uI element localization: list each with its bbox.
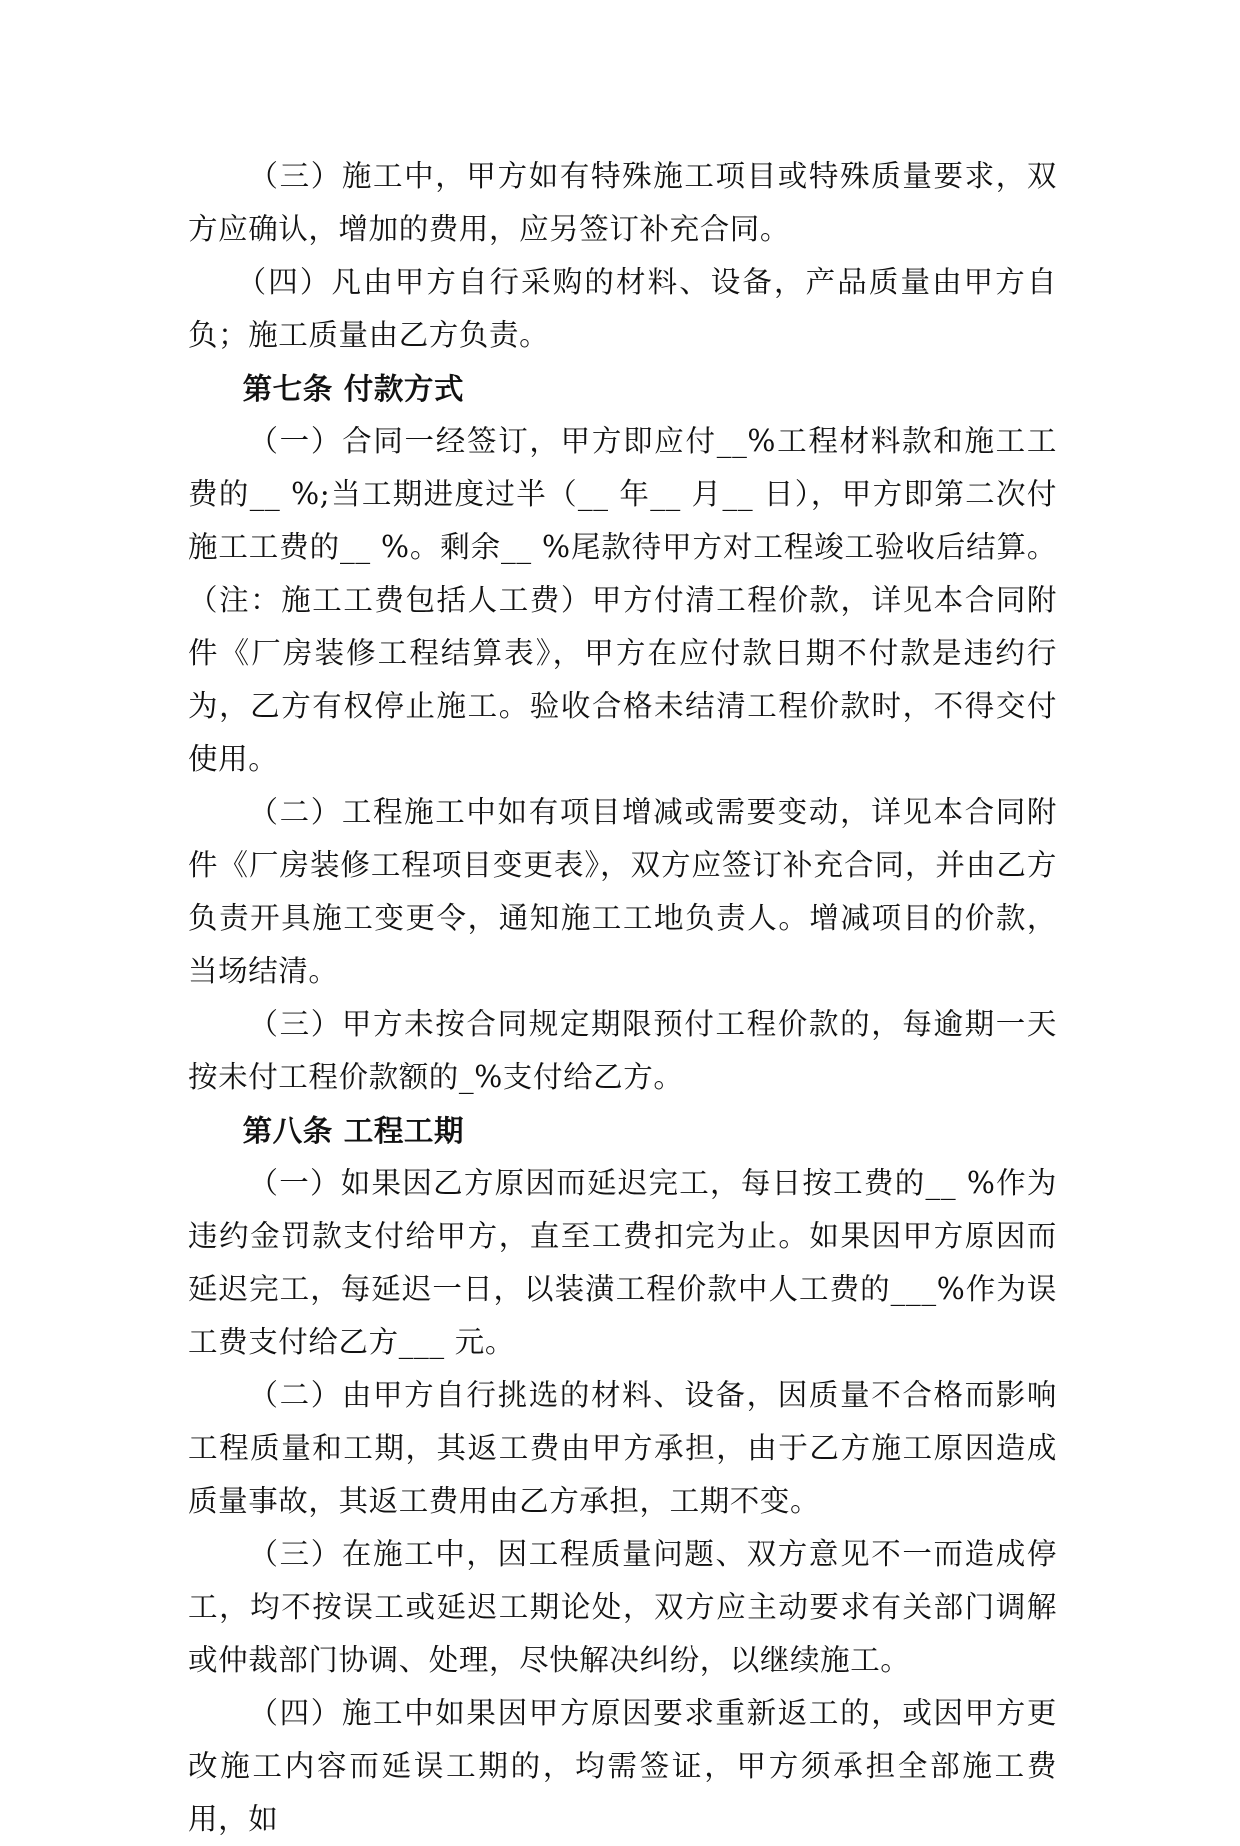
article-7-clause-2: （二）工程施工中如有项目增减或需要变动，详见本合同附件《厂房装修工程项目变更表》，双方应签订补充合同，并由乙方负责开具施工变更令，通知施工工地负责人。增减项目的价款，当场结清。 bbox=[188, 795, 1057, 988]
paragraph-special-requirements: （三）施工中，甲方如有特殊施工项目或特殊质量要求，双方应确认，增加的费用，应另签订补充合同。 bbox=[188, 159, 1057, 246]
article-8-clause-3: （三）在施工中，因工程质量问题、双方意见不一而造成停工，均不按误工或延迟工期论处，双方应主动要求有关部门调解或仲裁部门协调、处理，尽快解决纠纷，以继续施工。 bbox=[188, 1537, 1057, 1677]
article-8-clause-2: （二）由甲方自行挑选的材料、设备，因质量不合格而影响工程质量和工期，其返工费由甲方承担，由于乙方施工原因造成质量事故，其返工费用由乙方承担，工期不变。 bbox=[188, 1378, 1057, 1518]
article-8-heading: 第八条 工程工期 bbox=[242, 1113, 465, 1148]
article-7-clause-1: （一）合同一经签订，甲方即应付__%工程材料款和施工工费的__ %;当工期进度过半（__ 年__ 月__ 日），甲方即第二次付施工工费的__ %。剩余__ %尾款待甲方对工程竣工验收后结算。（注：施工工费包括人工费）甲方付清工程价款，详见本合同附件《厂房装修工程结算表》，甲方在应付款日期不付款是违约行为，乙方有权停止施工。验收合格未结清工程价款时，不得交付使用。 bbox=[188, 424, 1057, 776]
article-7-heading: 第七条 付款方式 bbox=[242, 371, 465, 406]
article-7-clause-3: （三）甲方未按合同规定期限预付工程价款的，每逾期一天按未付工程价款额的_%支付给乙方。 bbox=[188, 1007, 1057, 1094]
paragraph-materials-quality: （四）凡由甲方自行采购的材料、设备，产品质量由甲方自负；施工质量由乙方负责。 bbox=[188, 265, 1057, 352]
article-8-clause-1: （一）如果因乙方原因而延迟完工，每日按工费的__ %作为违约金罚款支付给甲方，直至工费扣完为止。如果因甲方原因而延迟完工，每延迟一日，以装潢工程价款中人工费的___%作为误工费支付给乙方___ 元。 bbox=[188, 1166, 1057, 1359]
article-8-clause-4: （四）施工中如果因甲方原因要求重新返工的，或因甲方更改施工内容而延误工期的，均需签证，甲方须承担全部施工费用，如 bbox=[188, 1696, 1057, 1836]
